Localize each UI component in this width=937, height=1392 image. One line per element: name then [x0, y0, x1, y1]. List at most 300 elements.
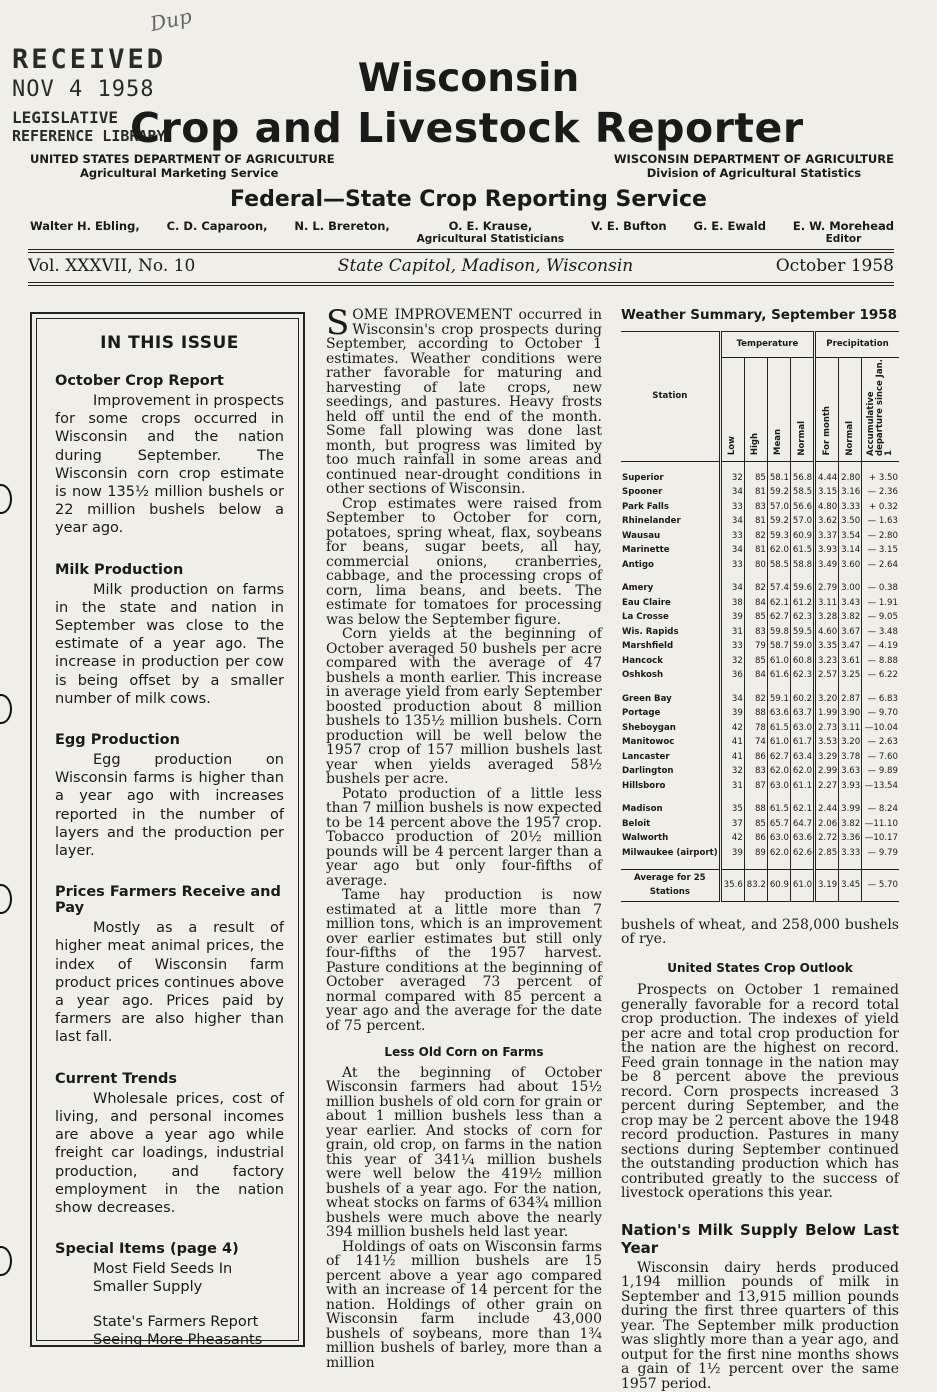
row-spacer: [621, 793, 899, 802]
station-name: Marinette: [622, 545, 670, 555]
weather-value: 3.28: [815, 610, 839, 625]
weather-value: 61.5: [767, 802, 790, 817]
weather-value: 58.7: [767, 639, 790, 654]
stamp-line-3: LEGISLATIVE: [12, 108, 118, 127]
divider: [28, 282, 894, 283]
weather-value: 3.61: [839, 654, 862, 669]
weather-value: 60.9: [767, 869, 790, 901]
weather-row: [621, 625, 899, 640]
mean-header: Mean: [767, 357, 790, 462]
row-spacer: [621, 572, 899, 581]
station-name: Beloit: [622, 818, 651, 829]
weather-row: [621, 846, 899, 861]
section-body: Improvement in prospects for some crops occurred in Wisconsin and the nation during September. The Wisconsin corn crop estimate is now 135½ million bushels or 22 million bushels below a year ago.: [55, 393, 284, 537]
issue-section: [55, 732, 284, 860]
weather-value: 3.25: [839, 668, 862, 683]
weather-value: — 9.70: [862, 706, 899, 721]
binder-hole: [0, 484, 12, 514]
weather-value: 3.14: [839, 543, 862, 558]
divider: [28, 252, 894, 253]
weather-value: 62.1: [767, 596, 790, 611]
station-name: Wis. Rapids: [622, 626, 679, 637]
main-article: [326, 303, 602, 1371]
weather-value: 3.29: [815, 750, 839, 765]
section-title: Prices Farmers Receive and Pay: [55, 884, 281, 917]
weather-value: 63.6: [767, 706, 790, 721]
binder-hole: [0, 1246, 12, 1276]
weather-value: 88: [744, 802, 767, 817]
weather-value: 32: [720, 764, 744, 779]
weather-value: 61.0: [767, 735, 790, 750]
precipitation-header: Precipitation: [815, 331, 899, 357]
issue-section: [55, 884, 284, 1046]
weather-value: 61.5: [767, 721, 790, 736]
weather-value: 62.0: [767, 846, 790, 861]
weather-value: 59.2: [767, 485, 790, 500]
weather-row: [621, 779, 899, 794]
section-body: Milk production on farms in the state and nation in September was close to the estimate of a year ago. The increase in production per cow is being offset by a smaller number of milk cows.: [55, 581, 284, 707]
station-name: Green Bay: [622, 693, 672, 704]
weather-value: 80: [744, 558, 767, 573]
weather-row: [621, 735, 899, 750]
row-spacer: [621, 683, 899, 692]
weather-value: 57.0: [790, 514, 814, 529]
article-paragraph: Wisconsin dairy herds produced 1,194 million pounds of milk in September and 13,915 million pounds during the first three quarters of this year. The September milk production was slightly more than a year ago, and output for the first nine months shows a gain of 1½ percent over the same 1957 period.: [621, 1259, 899, 1392]
weather-value: 83: [744, 764, 767, 779]
weather-row: [621, 654, 899, 669]
article-paragraph: Crop estimates were raised from September to October for corn, potatoes, spring wheat, flax, soybeans for beans, sugar beets, all hay, commercial onions, cranberries, cabbage, and the processing crops of corn, lima beans, and beets. The estimate for tomatoes for processing was below the September figure.: [326, 495, 602, 628]
weather-value: + 0.32: [862, 500, 899, 515]
station-name: Hillsboro: [622, 780, 666, 791]
weather-value: + 3.50: [862, 471, 899, 486]
weather-value: 31: [720, 625, 744, 640]
volume-number: Vol. XXXVII, No. 10: [28, 256, 196, 276]
weather-value: 58.1: [767, 471, 790, 486]
weather-value: 3.93: [815, 543, 839, 558]
weather-row: [621, 500, 899, 515]
weather-value: 42: [720, 721, 744, 736]
weather-value: 3.33: [839, 846, 862, 861]
article-paragraph: Prospects on October 1 remained generally favorable for a record total crop production. The indexes of yield per acre and total crop production for the nation are the highest on record. Feed grain tonnage in the nation may be 8 percent above the previous record. Corn prospects increased 3 percent during September, and the crop may be 2 percent above the 1948 record production. Pastures in many sections during September continued the outstanding production which has contributed greatly to the success of livestock operations this year.: [621, 982, 899, 1201]
weather-value: 59.3: [767, 529, 790, 544]
weather-value: 63.0: [767, 779, 790, 794]
high-header: High: [744, 357, 767, 462]
weather-value: 81: [744, 514, 767, 529]
masthead-title-line-1: Wisconsin: [357, 56, 580, 101]
weather-value: 61.6: [767, 668, 790, 683]
right-column: [621, 308, 899, 1391]
station-name: Darlington: [622, 766, 674, 776]
weather-value: 3.47: [839, 639, 862, 654]
special-title: Special Items (page 4): [55, 1241, 239, 1258]
handwritten-note: Dup: [147, 3, 194, 37]
article-paragraph: Tame hay production is now estimated at a little more than 7 million tons, which is an improvement over earlier estimates but still only four-fifths of the 1957 harvest. Pasture conditions at the beginning of October averaged 73 percent of normal compared with 85 percent a year ago and the average for the date of 75 percent.: [326, 887, 602, 1034]
weather-value: 59.5: [790, 625, 814, 640]
weather-value: 87: [744, 779, 767, 794]
weather-row: [621, 831, 899, 846]
temperature-header: Temperature: [720, 331, 814, 357]
weather-value: 59.6: [790, 581, 814, 596]
weather-value: 2.87: [839, 692, 862, 707]
staff-name: G. E. Ewald: [693, 219, 766, 233]
station-name: Superior: [622, 472, 664, 483]
special-items: [55, 1241, 284, 1349]
weather-value: — 2.36: [862, 485, 899, 500]
weather-value: — 6.83: [862, 692, 899, 707]
weather-value: 31: [720, 779, 744, 794]
weather-value: 3.63: [839, 764, 862, 779]
weather-value: 62.0: [767, 764, 790, 779]
weather-value: 79: [744, 639, 767, 654]
weather-value: 3.93: [839, 779, 862, 794]
weather-value: 2.85: [815, 846, 839, 861]
weather-value: 86: [744, 831, 767, 846]
weather-value: 34: [720, 692, 744, 707]
weather-value: 61.5: [790, 543, 814, 558]
weather-value: 3.50: [839, 514, 862, 529]
weather-value: 3.67: [839, 625, 862, 640]
special-item: State's Farmers Report Seeing More Pheasants: [93, 1313, 263, 1348]
divider: [28, 285, 894, 286]
weather-row: [621, 817, 899, 832]
station-name: Wausau: [622, 530, 661, 541]
weather-value: — 9.89: [862, 764, 899, 779]
weather-value: —13.54: [862, 779, 899, 794]
weather-value: 88: [744, 706, 767, 721]
staff-name: V. E. Bufton: [591, 219, 667, 233]
staff-group: [793, 219, 894, 245]
weather-row: [621, 471, 899, 486]
weather-value: — 9.05: [862, 610, 899, 625]
weather-value: 61.1: [790, 779, 814, 794]
weather-value: 82: [744, 581, 767, 596]
section-body: Egg production on Wisconsin farms is higher than a year ago with increases reported in the number of layers and the production per layer.: [55, 752, 284, 860]
weather-value: 32: [720, 471, 744, 486]
weather-value: — 5.70: [862, 869, 899, 901]
weather-value: 61.0: [790, 869, 814, 901]
weather-title: Weather Summary, September 1958: [621, 307, 898, 323]
weather-value: 59.8: [767, 625, 790, 640]
weather-value: 42: [720, 831, 744, 846]
weather-value: 32: [720, 654, 744, 669]
weather-value: 2.73: [815, 721, 839, 736]
weather-row: [621, 485, 899, 500]
stamp-line-2: NOV 4 1958: [12, 77, 155, 102]
station-name: Average for 25 Stations: [634, 872, 706, 897]
staff-group: [417, 219, 565, 245]
weather-value: 35.6: [720, 869, 744, 901]
staff-list: [30, 219, 894, 245]
weather-value: 3.37: [815, 529, 839, 544]
weather-value: 34: [720, 581, 744, 596]
weather-value: 58.5: [767, 558, 790, 573]
weather-value: 39: [720, 706, 744, 721]
article-subheading: United States Crop Outlook: [667, 960, 853, 975]
issue-section: [55, 373, 284, 538]
issue-date: October 1958: [775, 256, 894, 276]
station-name: Manitowoc: [622, 737, 675, 747]
weather-value: 3.45: [839, 869, 862, 901]
weather-value: 2.79: [815, 581, 839, 596]
weather-value: 35: [720, 802, 744, 817]
weather-row: [621, 529, 899, 544]
weather-value: 3.43: [839, 596, 862, 611]
station-name: Park Falls: [622, 501, 669, 512]
section-title: Egg Production: [55, 732, 180, 749]
article-headline: Nation's Milk Supply Below Last Year: [621, 1220, 899, 1257]
weather-value: 82: [744, 692, 767, 707]
weather-value: — 4.19: [862, 639, 899, 654]
weather-value: 34: [720, 514, 744, 529]
in-this-issue-box: [30, 312, 305, 1347]
weather-value: —11.10: [862, 817, 899, 832]
weather-value: 61.2: [790, 596, 814, 611]
weather-value: 3.20: [839, 735, 862, 750]
weather-value: 60.2: [790, 692, 814, 707]
weather-value: 3.82: [839, 817, 862, 832]
weather-row: [621, 610, 899, 625]
usda-service: Agricultural Marketing Service: [80, 166, 279, 180]
station-name: Antigo: [622, 559, 654, 570]
article-paragraph: bushels of wheat, and 258,000 bushels of rye.: [621, 916, 899, 947]
weather-value: 61.0: [767, 654, 790, 669]
stamp-line-1: RECEIVED: [12, 44, 167, 75]
weather-value: 34: [720, 543, 744, 558]
staff-name: N. L. Brereton,: [294, 219, 390, 233]
station-name: La Crosse: [622, 612, 669, 622]
weather-row: [621, 596, 899, 611]
weather-table: [621, 331, 899, 902]
row-spacer: [621, 860, 899, 869]
weather-value: 4.44: [815, 471, 839, 486]
publication-place: State Capitol, Madison, Wisconsin: [337, 256, 634, 276]
row-spacer: [621, 462, 899, 471]
weather-value: 60.9: [790, 529, 814, 544]
weather-value: 84: [744, 668, 767, 683]
weather-row: [621, 692, 899, 707]
staff-role: Agricultural Statisticians: [416, 233, 565, 245]
weather-value: — 7.60: [862, 750, 899, 765]
weather-row: [621, 721, 899, 736]
weather-value: 2.57: [815, 668, 839, 683]
weather-value: 33: [720, 529, 744, 544]
station-name: Madison: [622, 804, 663, 814]
weather-value: 83: [744, 625, 767, 640]
station-name: Oshkosh: [622, 670, 664, 680]
weather-value: 59.2: [767, 514, 790, 529]
station-header: Station: [652, 391, 688, 401]
weather-value: 63.0: [767, 831, 790, 846]
low-header: Low: [720, 357, 744, 462]
departure-header: Accumulative departure since Jan. 1: [862, 357, 899, 462]
weather-value: 65.7: [767, 817, 790, 832]
usda-department: [30, 152, 335, 180]
weather-value: 39: [720, 610, 744, 625]
weather-value: 3.15: [815, 485, 839, 500]
weather-value: — 2.63: [862, 735, 899, 750]
weather-value: 85: [744, 817, 767, 832]
weather-value: — 3.48: [862, 625, 899, 640]
weather-value: 78: [744, 721, 767, 736]
weather-value: —10.04: [862, 721, 899, 736]
weather-value: 62.3: [790, 610, 814, 625]
normal-temp-header: Normal: [790, 357, 814, 462]
station-name: Rhinelander: [622, 516, 681, 526]
weather-value: 3.99: [839, 802, 862, 817]
weather-value: 3.35: [815, 639, 839, 654]
weather-value: 63.4: [790, 750, 814, 765]
weather-row: [621, 802, 899, 817]
weather-value: — 2.80: [862, 529, 899, 544]
stamp-line-4: REFERENCE LIBRARY: [12, 127, 166, 145]
weather-value: 37: [720, 817, 744, 832]
weather-value: 3.53: [815, 735, 839, 750]
weather-value: 58.8: [790, 558, 814, 573]
weather-value: 3.23: [815, 654, 839, 669]
article-paragraph: At the beginning of October Wisconsin farmers had about 15½ million bushels of old corn for grain or about 1 million bushels less than a year earlier. And stocks of corn for grain, old crop, on farms in the nation this year of 341¼ million bushels were well below the 419½ million bushels of a year ago. For the nation, wheat stocks on farms of 634¾ million bushels were much above the nearly 394 million bushels held last year.: [326, 1064, 602, 1240]
issue-section: [55, 1071, 284, 1217]
staff-role: Editor: [825, 233, 862, 245]
article-subheading: Less Old Corn on Farms: [384, 1045, 544, 1059]
drop-cap: S: [326, 303, 350, 343]
staff-name: E. W. Morehead: [792, 219, 894, 233]
weather-row: [621, 514, 899, 529]
station-name: Sheboygan: [622, 722, 676, 733]
weather-value: 63.6: [790, 831, 814, 846]
weather-value: 63.7: [790, 706, 814, 721]
weather-value: 33: [720, 558, 744, 573]
weather-value: 64.7: [790, 817, 814, 832]
weather-value: 3.11: [815, 596, 839, 611]
weather-value: 39: [720, 846, 744, 861]
month-precip-header: For month: [815, 357, 839, 462]
weather-value: 2.27: [815, 779, 839, 794]
weather-value: — 8.88: [862, 654, 899, 669]
weather-value: — 2.64: [862, 558, 899, 573]
weather-value: 3.20: [815, 692, 839, 707]
weather-value: 74: [744, 735, 767, 750]
weather-value: 34: [720, 485, 744, 500]
wda-division: Division of Agricultural Statistics: [646, 166, 862, 180]
masthead-title-line-2: Crop and Livestock Reporter: [130, 104, 804, 152]
staff-name: Walter H. Ebling,: [30, 219, 140, 233]
station-name: Spooner: [622, 487, 663, 497]
weather-value: — 8.24: [862, 802, 899, 817]
weather-value: 63.0: [790, 721, 814, 736]
weather-value: 2.72: [815, 831, 839, 846]
station-name: Lancaster: [622, 751, 670, 762]
weather-value: 59.1: [767, 692, 790, 707]
staff-name: C. D. Caparoon,: [166, 219, 268, 233]
weather-value: 83.2: [744, 869, 767, 901]
station-name: Amery: [622, 583, 654, 593]
right-column-text: [621, 918, 899, 1392]
weather-value: 60.8: [790, 654, 814, 669]
weather-value: — 9.79: [862, 846, 899, 861]
weather-value: 57.4: [767, 581, 790, 596]
weather-value: 62.6: [790, 846, 814, 861]
wda-name: WISCONSIN DEPARTMENT OF AGRICULTURE: [613, 152, 894, 166]
weather-value: 1.99: [815, 706, 839, 721]
weather-value: 3.11: [839, 721, 862, 736]
weather-value: 81: [744, 543, 767, 558]
article-paragraph: SOME IMPROVEMENT occurred in Wisconsin's crop prospects during September, according to October 1 estimates. Weather conditions were rather favorable for maturing and harvesting of late crops, new seedings, and pastures. Heavy frosts held off until the end of the month. Some fall plowing was done last month, but progress was limited by too much rainfall in some areas and continued near-drought conditions in other sections of Wisconsin.: [326, 303, 602, 497]
article-paragraph: Potato production of a little less than 7 million bushels is now expected to be 14 percent above the 1957 crop. Tobacco production of 20½ million pounds will be 4 percent larger than a year ago but only four-fifths of average.: [326, 785, 602, 889]
weather-row: [621, 581, 899, 596]
weather-row: [621, 543, 899, 558]
issue-section: [55, 562, 284, 708]
staff-name: O. E. Krause,: [448, 219, 533, 233]
weather-value: — 0.38: [862, 581, 899, 596]
weather-value: 62.0: [790, 764, 814, 779]
weather-row: [621, 706, 899, 721]
weather-value: 3.36: [839, 831, 862, 846]
weather-value: 2.80: [839, 471, 862, 486]
weather-value: 3.78: [839, 750, 862, 765]
weather-value: 3.19: [815, 869, 839, 901]
weather-value: 3.54: [839, 529, 862, 544]
section-body: Mostly as a result of higher meat animal prices, the index of Wisconsin farm product prices continues above a year ago. Prices paid by farmers are also higher than last fall.: [55, 920, 284, 1046]
binder-hole: [0, 884, 12, 914]
weather-value: 3.00: [839, 581, 862, 596]
service-title: Federal—State Crop Reporting Service: [230, 187, 707, 212]
weather-value: 36: [720, 668, 744, 683]
weather-value: 33: [720, 639, 744, 654]
weather-value: 3.49: [815, 558, 839, 573]
weather-value: — 1.63: [862, 514, 899, 529]
weather-value: 2.44: [815, 802, 839, 817]
weather-value: 41: [720, 750, 744, 765]
section-title: Current Trends: [55, 1070, 178, 1087]
divider: [28, 249, 894, 250]
weather-value: 41: [720, 735, 744, 750]
weather-value: 4.80: [815, 500, 839, 515]
weather-row: [621, 639, 899, 654]
weather-value: — 1.91: [862, 596, 899, 611]
binder-hole: [0, 694, 12, 724]
weather-value: 85: [744, 610, 767, 625]
weather-value: 89: [744, 846, 767, 861]
section-body: Wholesale prices, cost of living, and personal incomes are above a year ago while freight car loadings, industrial production, and factory employment in the nation show decreases.: [55, 1090, 284, 1216]
weather-value: 4.60: [815, 625, 839, 640]
weather-value: 62.3: [790, 668, 814, 683]
article-paragraph: Corn yields at the beginning of October averaged 50 bushels per acre compared with the average of 47 bushels a month earlier. This increase in average yield from early September boosted production about 8 million bushels to 135½ million bushels. Corn production will be well below the 1957 crop of 157 million bushels last year when yields averaged 58½ bushels per acre.: [326, 626, 602, 787]
weather-value: 3.62: [815, 514, 839, 529]
weather-value: 56.6: [790, 500, 814, 515]
weather-value: 3.90: [839, 706, 862, 721]
weather-value: — 6.22: [862, 668, 899, 683]
weather-value: 57.0: [767, 500, 790, 515]
weather-value: 33: [720, 500, 744, 515]
weather-value: 84: [744, 596, 767, 611]
normal-precip-header: Normal: [839, 357, 862, 462]
wisconsin-department: [614, 152, 894, 180]
usda-name: UNITED STATES DEPARTMENT OF AGRICULTURE: [30, 152, 335, 166]
weather-value: 2.99: [815, 764, 839, 779]
weather-value: 58.5: [790, 485, 814, 500]
weather-row: [621, 869, 899, 901]
weather-value: 3.33: [839, 500, 862, 515]
weather-value: 3.60: [839, 558, 862, 573]
weather-value: 38: [720, 596, 744, 611]
weather-row: [621, 558, 899, 573]
weather-value: 86: [744, 750, 767, 765]
weather-value: —10.17: [862, 831, 899, 846]
station-name: Eau Claire: [622, 597, 671, 608]
station-name: Walworth: [622, 833, 669, 843]
weather-row: [621, 668, 899, 683]
weather-value: 3.82: [839, 610, 862, 625]
